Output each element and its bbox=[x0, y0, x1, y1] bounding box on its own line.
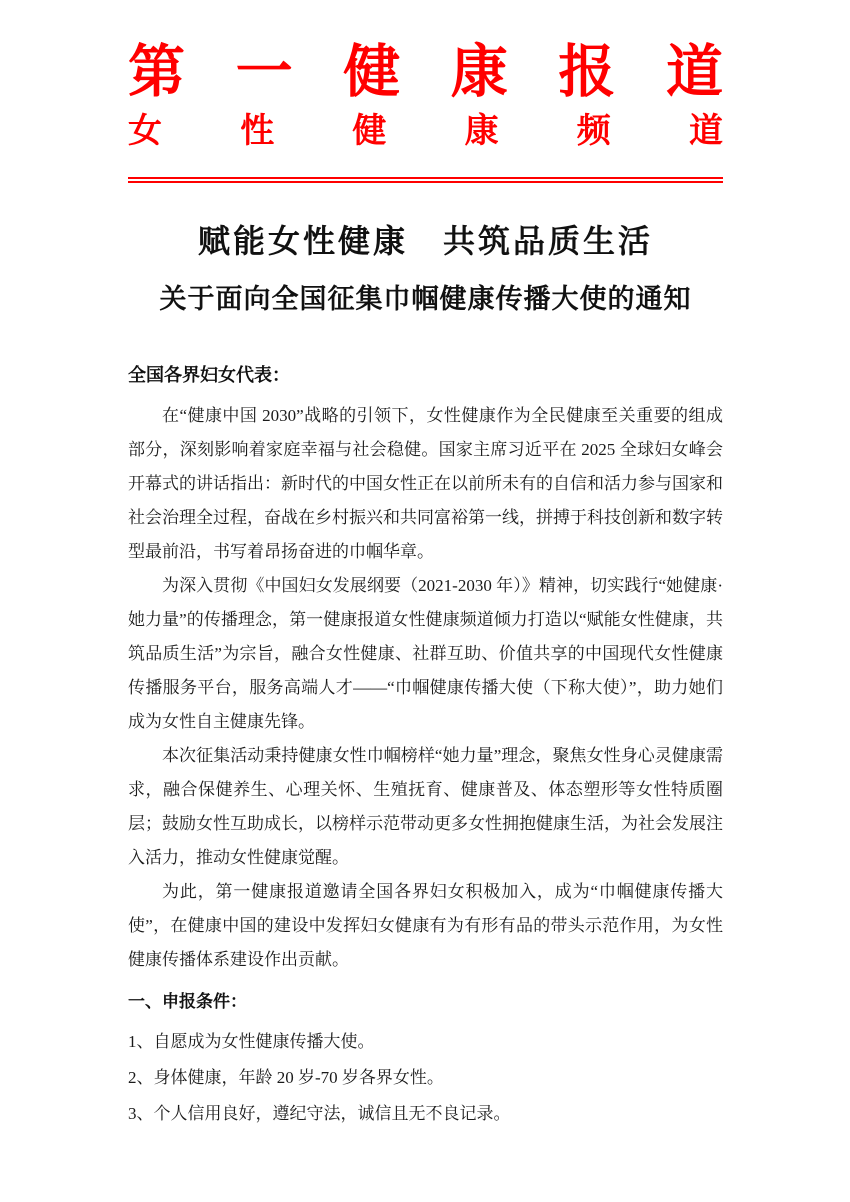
masthead-char: 道 bbox=[665, 41, 723, 104]
masthead-char: 频 bbox=[576, 112, 611, 150]
list-item: 2、身体健康，年龄 20 岁-70 岁各界女性。 bbox=[128, 1067, 444, 1087]
masthead-char: 报 bbox=[558, 41, 616, 104]
paragraph-mission: 为深入贯彻《中国妇女发展纲要（2021-2030 年）》精神，切实践行“她健康·她力量”的传播理念，第一健康报道女性健康频道倾力打造以“赋能女性健康，共筑品质生活”为宗旨，融合女性健康、社群互助、价值共享的中国现代女性健康传播服务平台，服务高端人才——“巾帼健康传播大使（下称大使）”，助力她们成为女性自主健康先锋。 bbox=[128, 575, 723, 731]
masthead-char: 一 bbox=[235, 41, 293, 104]
masthead-char: 康 bbox=[450, 41, 508, 104]
masthead-subtitle bbox=[128, 113, 723, 150]
masthead-char: 女 bbox=[128, 112, 162, 150]
masthead-char: 健 bbox=[352, 112, 387, 150]
masthead bbox=[128, 42, 723, 183]
list-item: 3、个人信用良好，遵纪守法，诚信且无不良记录。 bbox=[128, 1103, 511, 1123]
requirements-list bbox=[128, 1024, 723, 1132]
document-title: 关于面向全国征集巾帼健康传播大使的通知 bbox=[159, 283, 692, 314]
section-heading-requirements: 一、申报条件： bbox=[128, 991, 247, 1011]
list-item: 1、自愿成为女性健康传播大使。 bbox=[128, 1031, 375, 1051]
paragraph-invitation: 为此，第一健康报道邀请全国各界妇女积极加入，成为“巾帼健康传播大使”，在健康中国的建设中发挥妇女健康有为有形有品的带头示范作用，为女性健康传播体系建设作出贡献。 bbox=[128, 881, 723, 969]
masthead-divider bbox=[128, 177, 723, 183]
masthead-char: 道 bbox=[688, 112, 723, 150]
masthead-char: 健 bbox=[343, 41, 401, 104]
masthead-char: 康 bbox=[464, 112, 499, 150]
masthead-char: 第 bbox=[128, 41, 185, 104]
masthead-char: 性 bbox=[240, 112, 275, 150]
paragraph-activity: 本次征集活动秉持健康女性巾帼榜样“她力量”理念，聚焦女性身心灵健康需求，融合保健养生、心理关怀、生殖抚育、健康普及、体态塑形等女性特质圈层；鼓励女性互助成长，以榜样示范带动更多女性拥抱健康生活，为社会发展注入活力，推动女性健康觉醒。 bbox=[128, 745, 723, 867]
paragraph-intro: 在“健康中国 2030”战略的引领下，女性健康作为全民健康至关重要的组成部分，深刻影响着家庭幸福与社会稳健。国家主席习近平在 2025 全球妇女峰会开幕式的讲话指出：新时代的中国女性正在以前所未有的自信和活力参与国家和社会治理全过程，奋战在乡村振兴和共同富裕第一线，拼搏于科技创新和数字转型最前沿，书写着昂扬奋进的巾帼华章。 bbox=[128, 405, 723, 561]
salutation: 全国各界妇女代表： bbox=[128, 364, 290, 385]
masthead-title bbox=[128, 42, 723, 104]
slogan-calligraphy: 赋能女性健康 共筑品质生活 bbox=[197, 222, 653, 259]
